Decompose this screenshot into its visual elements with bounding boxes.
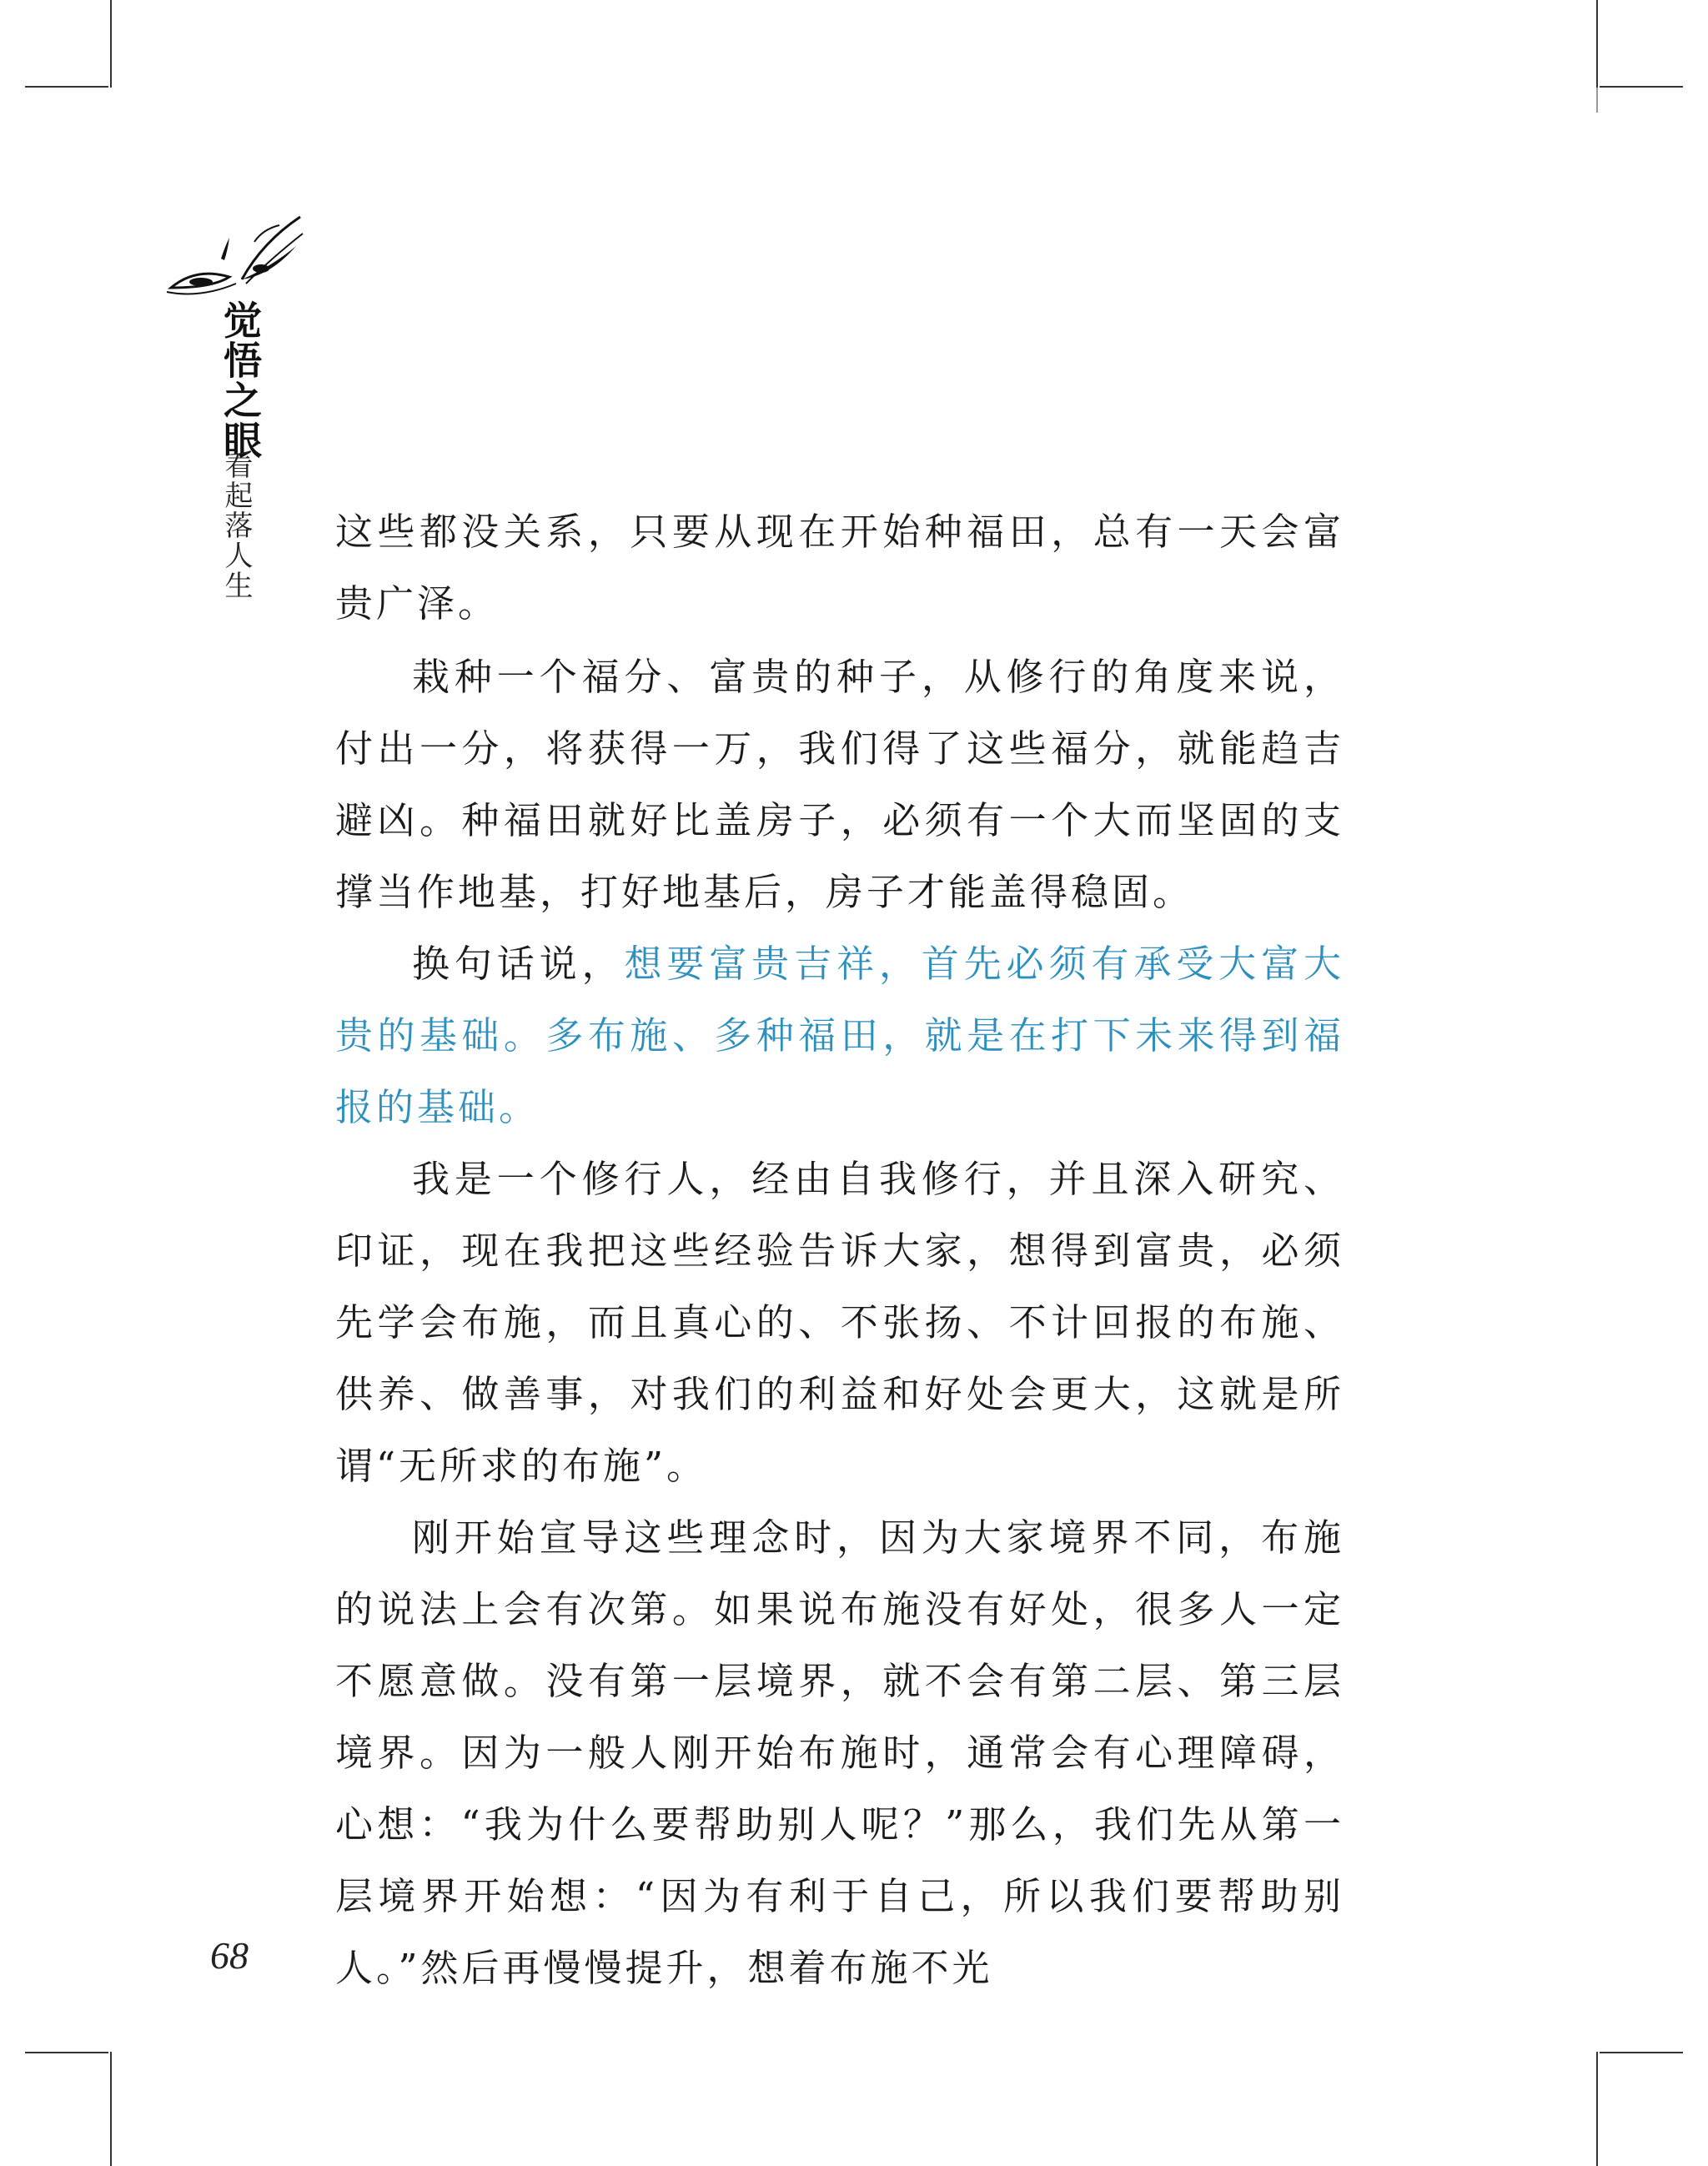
crop-mark-bottom-left-h [25,2052,108,2053]
crop-mark-top-left-v [110,0,112,88]
crop-mark-bottom-right-h [1600,2052,1683,2053]
crop-mark-bottom-right-v [1596,2052,1598,2166]
book-title: 觉悟之眼 [218,300,263,460]
series-sidebar [163,209,304,609]
book-subtitle: 看起落人生 [219,450,253,601]
paragraph [335,1502,1344,2004]
text-run: 我是一个修行人，经由自我修行，并且深入研究、印证，现在我把这些经验告诉大家，想得到富贵，必须先学会布施，而且真心的、不张扬、不计回报的布施、供养、做善事，对我们的利益和好处会更大，这就是所谓“无所求的布施”。 [335,1157,1344,1488]
eye-ornament-icon [163,209,304,300]
text-run: 这些都没关系，只要从现在开始种福田，总有一天会富贵广泽。 [335,510,1344,626]
paragraph [335,496,1344,640]
page-number: 68 [210,1934,249,1977]
highlighted-text: 想要富贵吉祥，首先必须有承受大富大贵的基础。多布施、多种福田，就是在打下未来得到福报的基础。 [335,942,1344,1129]
text-run: 栽种一个福分、富贵的种子，从修行的角度来说，付出一分，将获得一万，我们得了这些福分，就能趋吉避凶。种福田就好比盖房子，必须有一个大而坚固的支撑当作地基，打好地基后，房子才能盖得稳固。 [335,655,1344,914]
paragraph [335,928,1344,1143]
text-run: 换句话说， [412,942,625,986]
paragraph [335,1143,1344,1502]
crop-mark-top-right-h [1600,86,1683,88]
body-text [335,496,1344,2004]
crop-mark-bottom-left-v [110,2052,112,2166]
paragraph [335,641,1344,928]
text-run: 刚开始宣导这些理念时，因为大家境界不同，布施的说法上会有次第。如果说布施没有好处，很多人一定不愿意做。没有第一层境界，就不会有第二层、第三层境界。因为一般人刚开始布施时，通常会有心理障碍，心想：“我为什么要帮助别人呢？”那么，我们先从第一层境界开始想：“因为有利于自己，所以我们要帮助别人。”然后再慢慢提升，想着布施不光 [335,1515,1344,1990]
crop-mark-top-right-inner [1596,0,1598,113]
crop-mark-top-left-h [25,86,108,88]
